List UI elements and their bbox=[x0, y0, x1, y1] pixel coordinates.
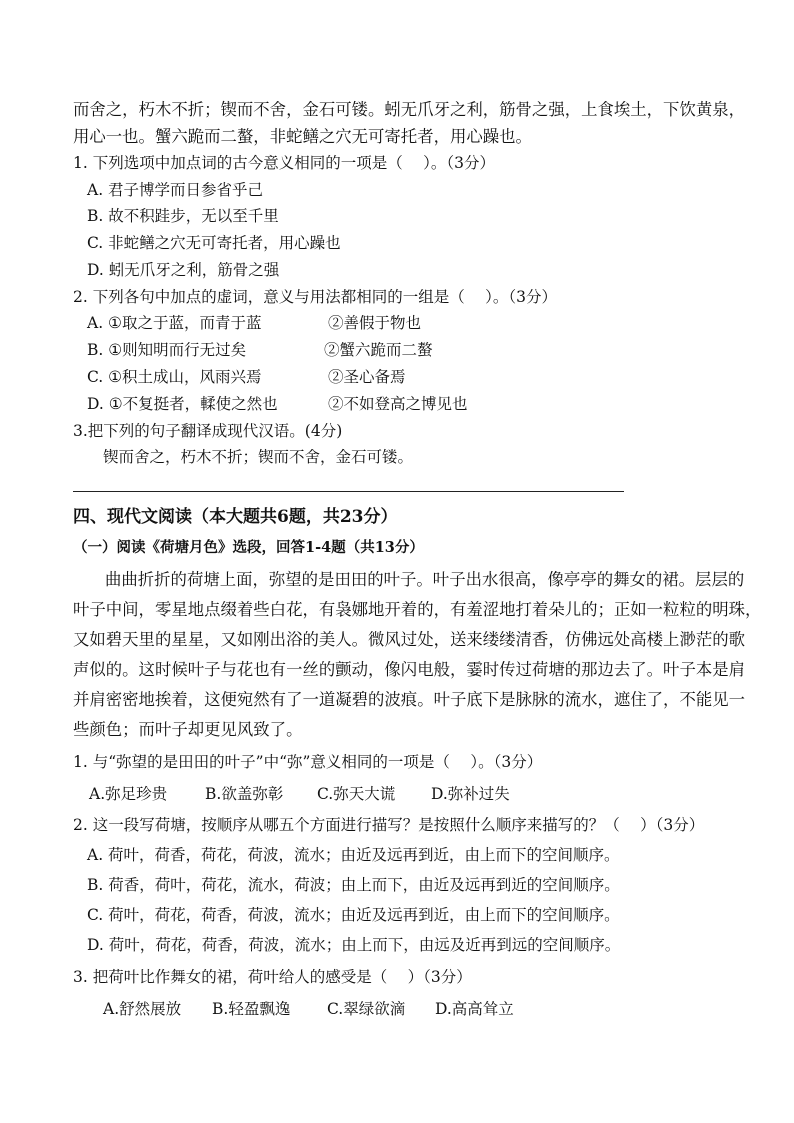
translation-sentence: 锲而舍之，朽木不折；锲而不舍，金石可镂。 bbox=[103, 448, 414, 466]
section-title: 四、现代文阅读（本大题共6题，共23分） bbox=[73, 507, 398, 527]
question-stem: 1. 与“弥望的是田田的叶子”中“弥”意义相同的一项是（ ）。（3分） bbox=[73, 753, 543, 771]
passage-line: 用心一也。蟹六跪而二螯，非蛇鳝之穴无可寄托者，用心躁也。 bbox=[73, 127, 532, 146]
question-stem: 2. 这一段写荷塘，按顺序从哪五个方面进行描写？是按照什么顺序来描写的？（ ）（3分） bbox=[73, 816, 705, 834]
passage-line: 又如碧天里的星星，又如刚出浴的美人。微风过处，送来缕缕清香，仿佛远处高楼上渺茫的歌 bbox=[73, 630, 746, 649]
option-b-part2: ②蟹六跪而二螯 bbox=[324, 341, 433, 359]
option-b-part1: B. ①则知明而行无过矣 bbox=[87, 341, 247, 359]
section-subtitle: （一）阅读《荷塘月色》选段，回答1-4题（共13分） bbox=[73, 539, 424, 556]
option-b: B.欲盖弥彰 bbox=[205, 785, 284, 803]
option-d-part1: D. ①不复挺者，輮使之然也 bbox=[87, 395, 278, 413]
option-d-part2: ②不如登高之博见也 bbox=[328, 395, 468, 413]
option-c: C. 非蛇鳝之穴无可寄托者，用心躁也 bbox=[87, 234, 341, 252]
passage-line: 并肩密密地挨着，这便宛然有了一道凝碧的波痕。叶子底下是脉脉的流水，遮住了，不能见一 bbox=[73, 690, 746, 709]
option-d: D. 蚓无爪牙之利，筋骨之强 bbox=[87, 261, 280, 279]
option-d: D.弥补过失 bbox=[431, 785, 510, 803]
question-stem: 2. 下列各句中加点的虚词，意义与用法都相同的一组是（ ）。（3分） bbox=[73, 288, 558, 306]
option-b: B. 荷香，荷叶，荷花，流水，荷波；由上而下，由近及远再到近的空间顺序。 bbox=[87, 876, 620, 894]
option-c: C.翠绿欲滴 bbox=[327, 1000, 406, 1018]
option-c: C.弥天大谎 bbox=[317, 785, 396, 803]
option-c: C. 荷叶，荷花，荷香，荷波，流水；由近及远再到近，由上而下的空间顺序。 bbox=[87, 906, 620, 924]
passage-line: 曲曲折折的荷塘上面，弥望的是田田的叶子。叶子出水很高，像亭亭的舞女的裙。层层的 bbox=[105, 570, 745, 589]
option-d: D.高高耸立 bbox=[435, 1000, 514, 1018]
option-a-part2: ②善假于物也 bbox=[328, 314, 422, 332]
option-a: A.舒然展放 bbox=[103, 1000, 182, 1018]
question-stem: 1. 下列选项中加点词的古今意义相同的一项是（ ）。（3分） bbox=[73, 154, 496, 172]
passage-line: 声似的。这时候叶子与花也有一丝的颤动，像闪电般，霎时传过荷塘的那边去了。叶子本是肩 bbox=[73, 660, 746, 679]
option-c-part2: ②圣心备焉 bbox=[328, 368, 406, 386]
question-stem: 3.把下列的句子翻译成现代汉语。(4分) bbox=[73, 422, 343, 440]
option-a: A.弥足珍贵 bbox=[89, 785, 168, 803]
option-b: B. 故不积跬步，无以至千里 bbox=[87, 207, 279, 225]
option-b: B.轻盈飘逸 bbox=[212, 1000, 291, 1018]
passage-line: 些颜色；而叶子却更见风致了。 bbox=[73, 720, 303, 739]
question-stem: 3. 把荷叶比作舞女的裙，荷叶给人的感受是（ ）（3分） bbox=[73, 968, 472, 986]
option-a: A. 荷叶，荷香，荷花，荷波，流水；由近及远再到近，由上而下的空间顺序。 bbox=[87, 846, 620, 864]
option-c-part1: C. ①积土成山，风雨兴焉 bbox=[87, 368, 262, 386]
passage-line: 而舍之，朽木不折；锲而不舍，金石可镂。蚓无爪牙之利，筋骨之强，上食埃土，下饮黄泉， bbox=[73, 100, 746, 119]
option-a: A. 君子博学而日参省乎己 bbox=[87, 181, 264, 199]
option-d: D. 荷叶，荷花，荷香，荷波，流水；由上而下，由远及近再到远的空间顺序。 bbox=[87, 936, 621, 954]
passage-line: 叶子中间，零星地点缀着些白花，有袅娜地开着的，有羞涩地打着朵儿的；正如一粒粒的明珠， bbox=[73, 600, 762, 619]
section-divider bbox=[73, 491, 624, 492]
option-a-part1: A. ①取之于蓝，而青于蓝 bbox=[87, 314, 262, 332]
